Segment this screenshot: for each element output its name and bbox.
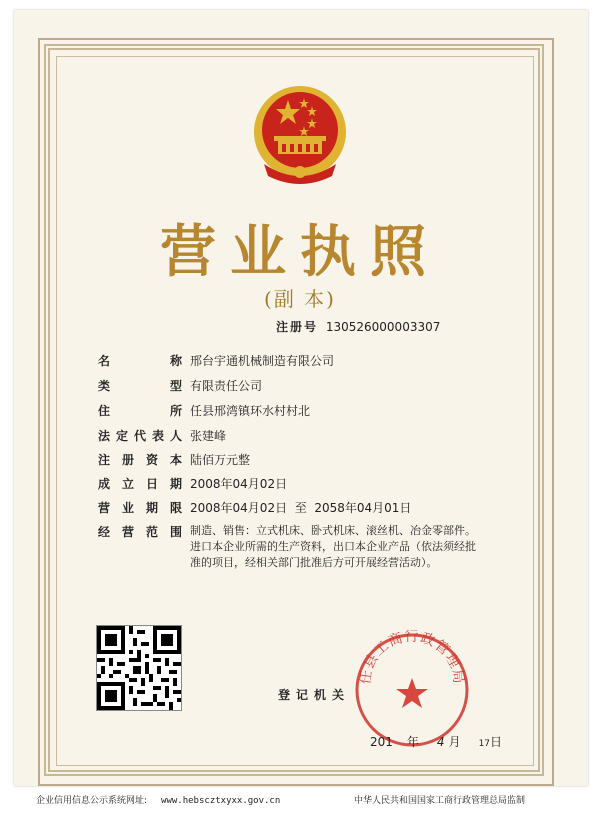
field-value: 任县邢湾镇环水村村北	[190, 404, 311, 418]
footer-website-url: www.hebscztxyxx.gov.cn	[161, 796, 281, 806]
qr-code-icon	[96, 625, 182, 711]
document-title: 营业执照	[160, 219, 440, 285]
field-value: 2008年04月02日	[190, 477, 288, 491]
field-label: 住所	[98, 404, 182, 418]
national-emblem-icon	[242, 80, 358, 192]
registration-number	[276, 318, 440, 335]
field-row-type	[98, 377, 262, 394]
field-label: 经营范围	[98, 525, 182, 539]
date-year: 201	[370, 735, 393, 749]
field-row-address	[98, 402, 310, 419]
field-value: 张建峰	[190, 429, 227, 443]
date-year-char: 年	[406, 735, 419, 749]
registration-label: 注册号	[276, 320, 319, 334]
field-value: 邢台宇通机械制造有限公司	[190, 354, 335, 368]
date-month-char: 月	[448, 735, 461, 749]
field-label: 注册资本	[98, 453, 182, 467]
field-value: 有限责任公司	[190, 379, 263, 393]
field-row-term	[98, 499, 411, 516]
field-label: 法定代表人	[98, 429, 182, 443]
registration-value: 130526000003307	[325, 320, 441, 334]
field-value: 2008年04月02日 至 2058年04月01日	[190, 501, 412, 515]
footer-website-label: 企业信用信息公示系统网址:	[36, 796, 148, 806]
field-label: 成立日期	[98, 477, 182, 491]
field-row-legal-rep	[98, 427, 226, 444]
footer-left	[36, 793, 280, 806]
official-seal-icon	[352, 630, 472, 750]
date-day-char: 日	[490, 735, 503, 749]
date-month: 4	[436, 735, 445, 749]
scope-value: 制造、销售：立式机床、卧式机床、滚丝机、冶金零部件。进口本企业所需的生产资料，出口本企业产品（依法须经批准的项目，经相关部门批准后方可开展经营活动）。	[190, 524, 476, 569]
field-row-capital	[98, 451, 250, 468]
date-day: 17	[478, 739, 491, 749]
registration-authority: 登记机关	[278, 688, 351, 702]
field-row-scope	[98, 523, 480, 571]
seal-text: 任县工商行政管理局	[357, 630, 467, 686]
field-row-name	[98, 352, 334, 369]
svg-text:任县工商行政管理局	[357, 630, 466, 685]
field-value: 陆佰万元整	[190, 453, 251, 467]
field-label: 营业期限	[98, 501, 182, 515]
field-label: 类型	[98, 379, 182, 393]
document-subtitle: (副 本)	[264, 287, 336, 311]
field-row-founded	[98, 475, 287, 492]
field-label: 名称	[98, 354, 182, 368]
issue-date	[370, 733, 502, 750]
footer-issuer: 中华人民共和国国家工商行政管理总局监制	[354, 796, 526, 806]
